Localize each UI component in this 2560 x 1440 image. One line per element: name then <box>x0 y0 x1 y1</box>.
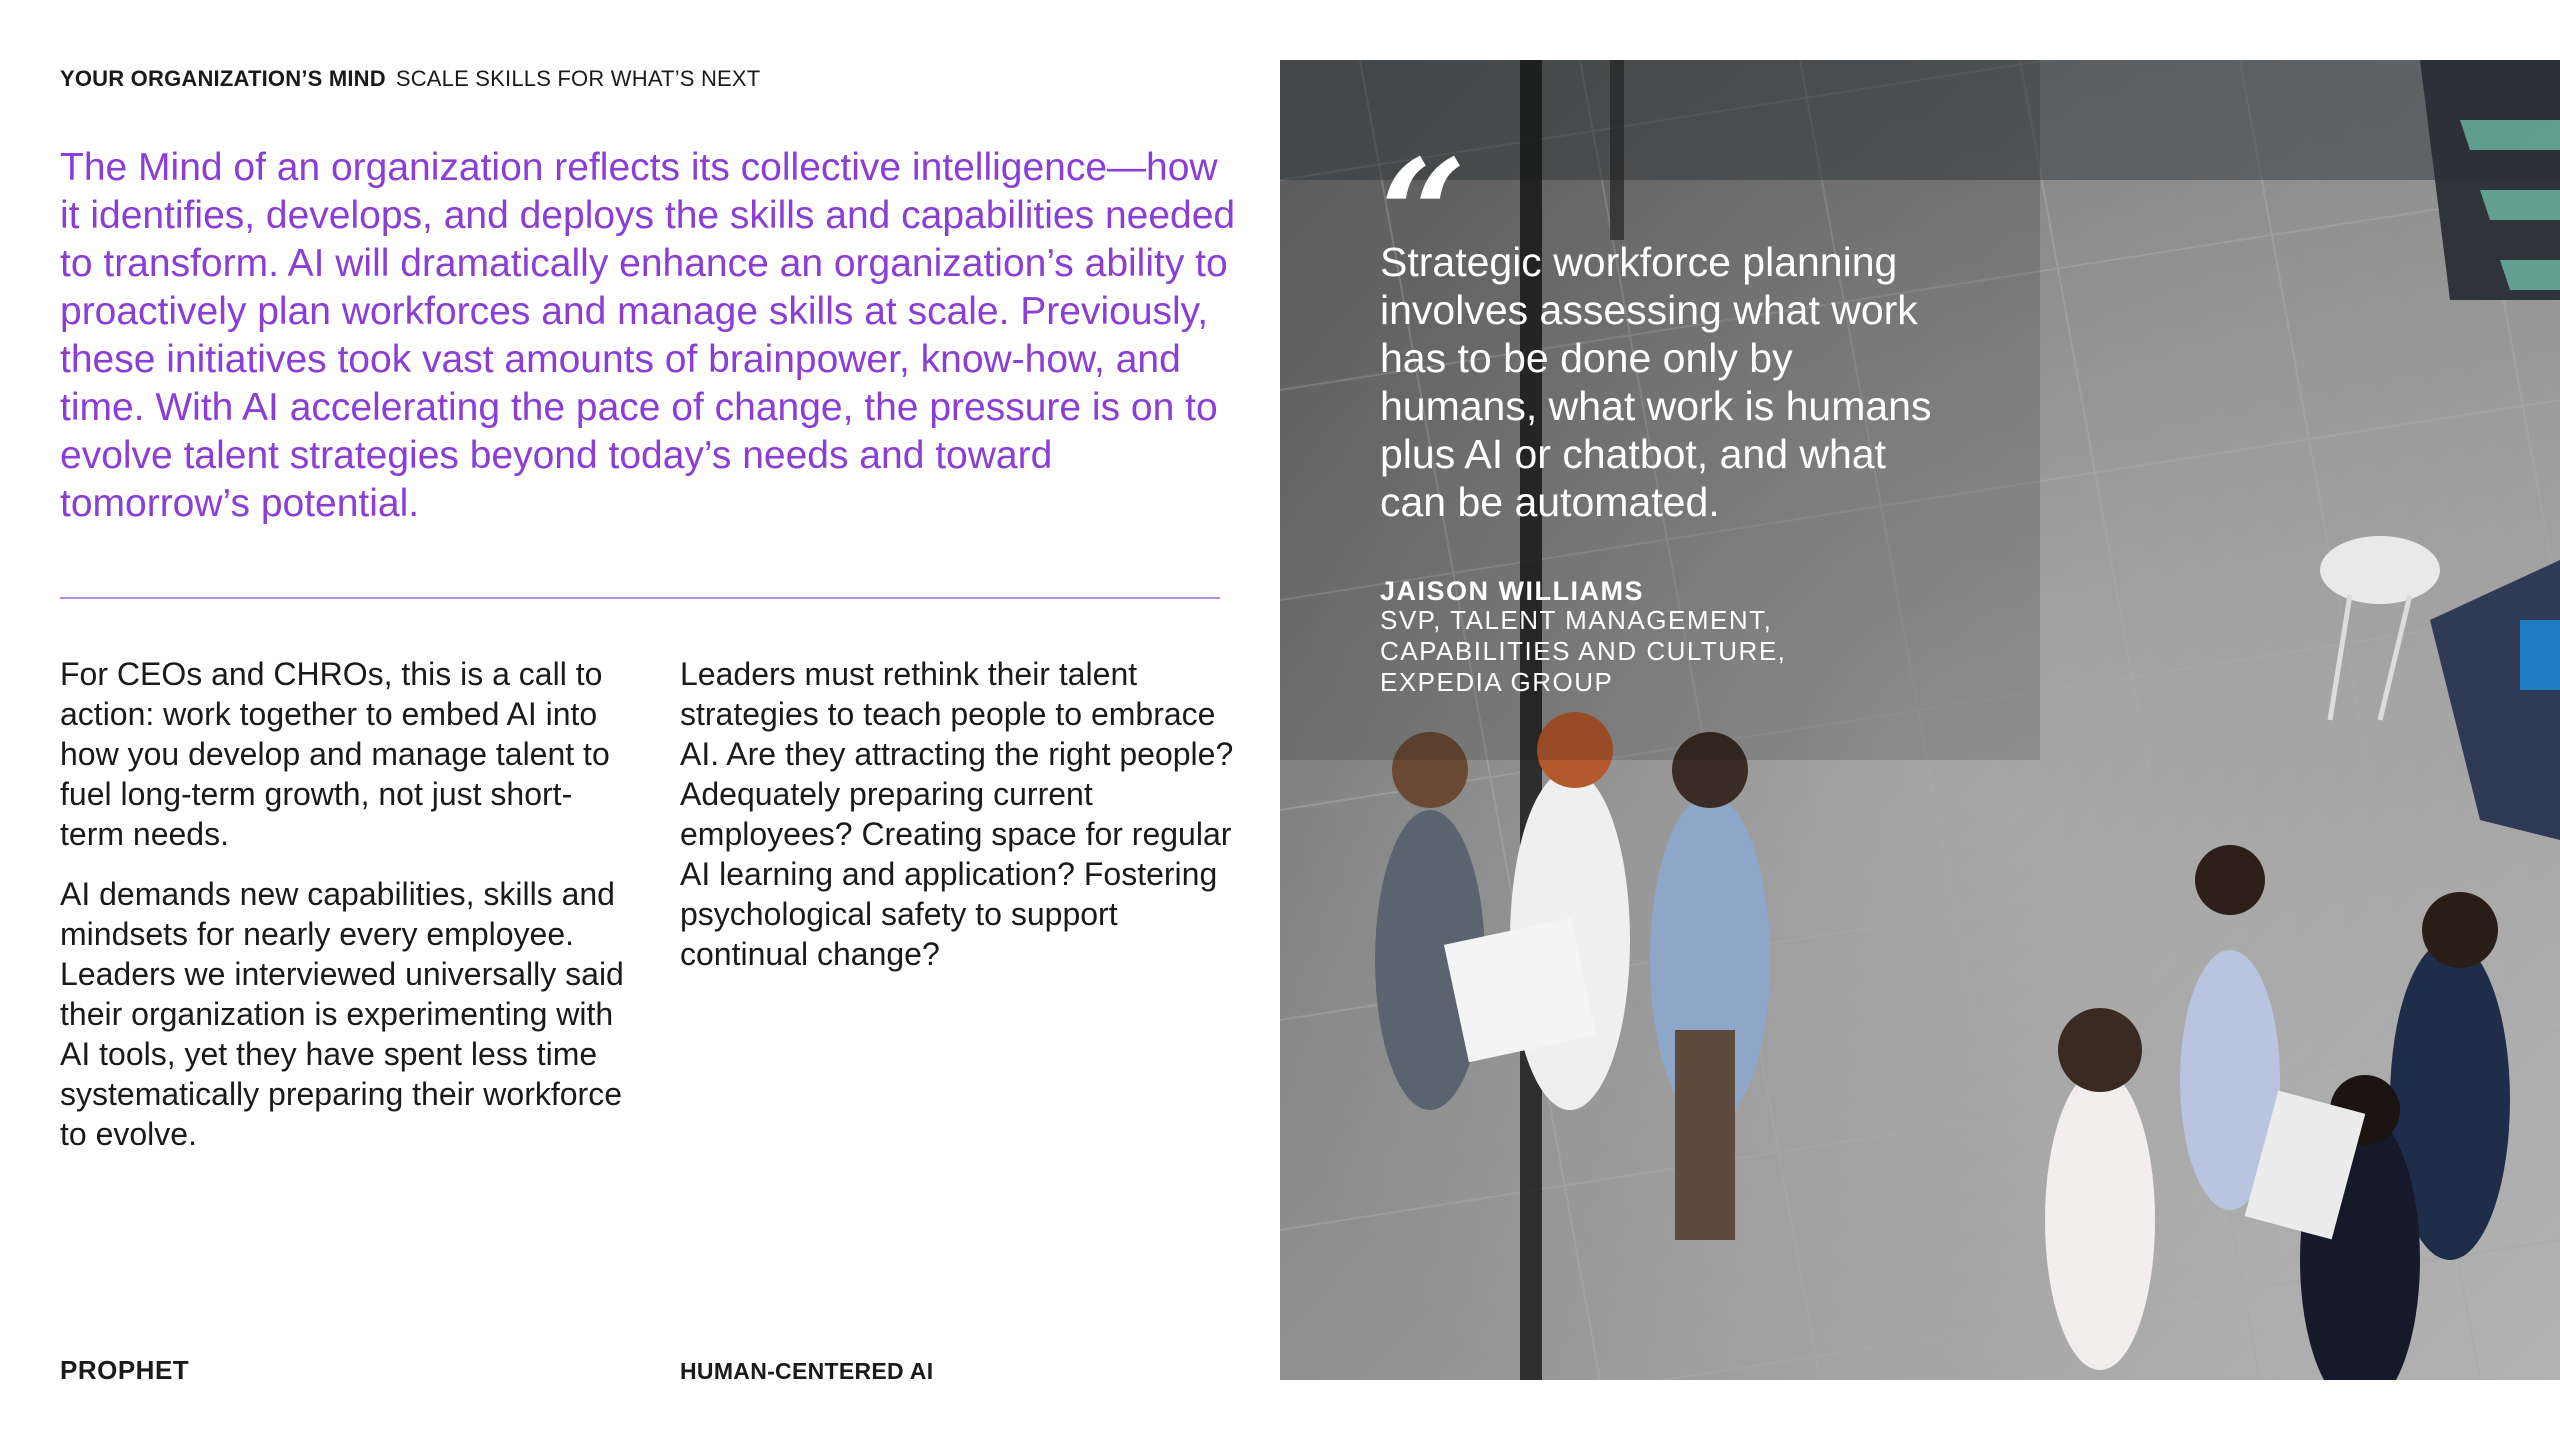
page-header <box>60 66 760 92</box>
brand-logo: PROPHET <box>60 1355 190 1385</box>
section-subtitle: SCALE SKILLS FOR WHAT’S NEXT <box>395 66 761 91</box>
body-paragraph: AI demands new capabilities, skills and mindsets for nearly every employee. Leaders we interviewed universally said their organization is experimenting with AI tools, yet they have spent less time systematically preparing their workforce to evolve. <box>60 876 624 1152</box>
footer-section-label: HUMAN-CENTERED AI <box>680 1358 934 1384</box>
section-title: YOUR ORGANIZATION’S MIND <box>60 66 386 91</box>
quote-mark-icon: “ <box>1380 127 1467 303</box>
pull-quote: Strategic workforce planning involves assessing what work has to be done only by humans, what work is humans plus AI or chatbot, and what can be automated. <box>1380 239 1932 525</box>
body-paragraph: Leaders must rethink their talent strategies to teach people to embrace AI. Are they attracting the right people? Adequately preparing current employees? Creating space for regular AI learning and application? Fostering psychological safety to support continual change? <box>680 656 1234 972</box>
body-paragraph: For CEOs and CHROs, this is a call to action: work together to embed AI into how you develop and manage talent to fuel long-term growth, not just short-term needs. <box>60 656 610 852</box>
quote-author-name: JAISON WILLIAMS <box>1380 576 1644 606</box>
office-meeting-photo <box>1280 60 2560 1380</box>
body-column-right <box>680 654 1240 994</box>
body-column-left <box>60 654 630 1174</box>
quote-author-title: SVP, TALENT MANAGEMENT, CAPABILITIES AND CULTURE, EXPEDIA GROUP <box>1380 605 1787 697</box>
intro-paragraph: The Mind of an organization reflects its collective intelligence—how it identifies, develops, and deploys the skills and capabilities needed to transform. AI will dramatically enhance an organization’s ability to proactively plan workforces and manage skills at scale. Previously, these initiatives took vast amounts of brainpower, know-how, and time. With AI accelerating the pace of change, the pressure is on to evolve talent strategies beyond today’s needs and toward tomorrow’s potential. <box>60 146 1236 525</box>
divider <box>60 597 1220 599</box>
